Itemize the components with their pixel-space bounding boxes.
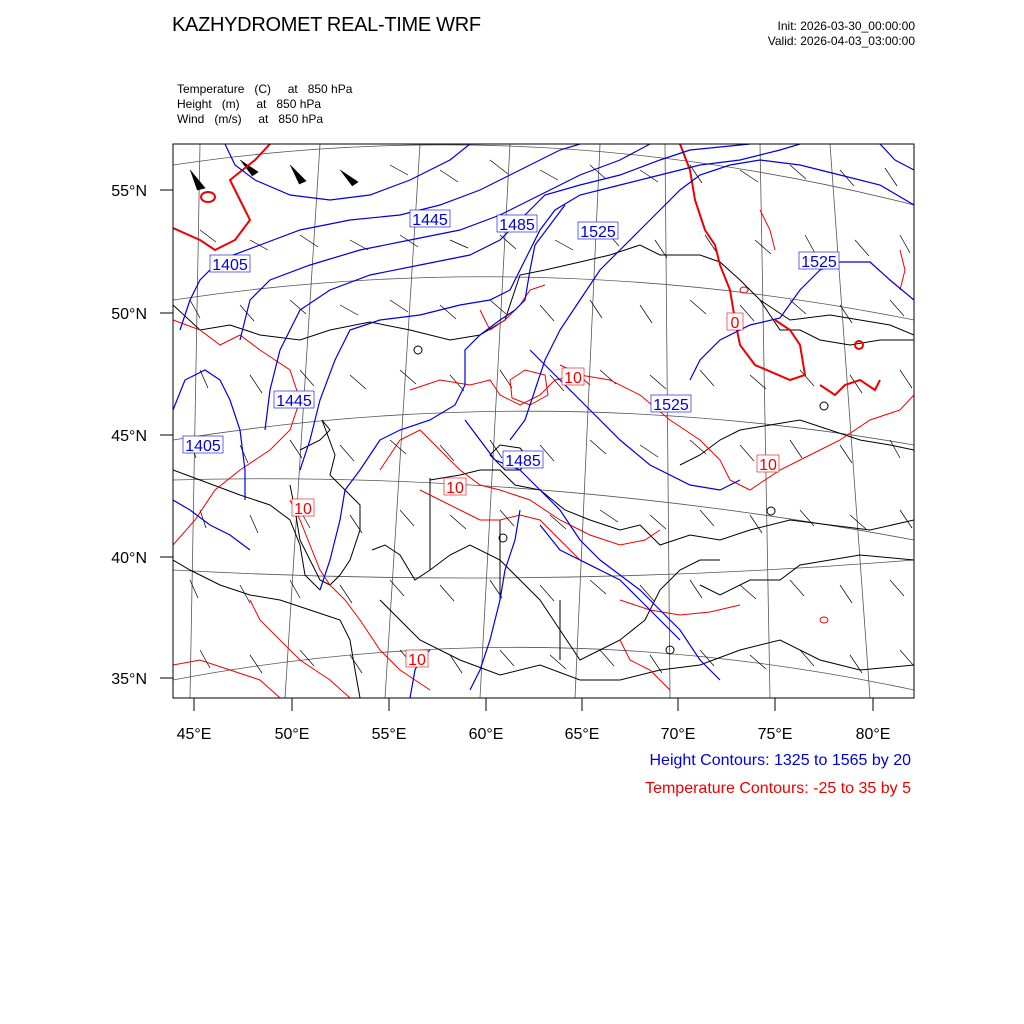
height-label: 1525 [580, 224, 616, 241]
field-temperature: Temperature (C) at 850 hPa [177, 82, 353, 96]
height-label: 1405 [212, 257, 248, 274]
lon-label-55: 55°E [371, 726, 407, 743]
height-label: 1525 [653, 397, 689, 414]
lat-label-35: 35°N [111, 671, 147, 688]
field-wind: Wind (m/s) at 850 hPa [177, 112, 324, 126]
lat-label-40: 40°N [111, 550, 147, 567]
height-label: 1445 [412, 212, 448, 229]
temperature-contour-labels [292, 313, 779, 669]
temperature-label: 10 [759, 457, 777, 474]
height-label: 1485 [499, 217, 535, 234]
latitude-labels [111, 183, 147, 688]
height-contour-labels [183, 210, 839, 470]
valid-time: Valid: 2026-04-03_03:00:00 [767, 34, 915, 48]
lon-label-45: 45°E [176, 726, 212, 743]
lat-label-50: 50°N [111, 306, 147, 323]
field-height: Height (m) at 850 hPa [177, 97, 322, 111]
temperature-label: 10 [408, 652, 426, 669]
height-label: 1525 [801, 254, 837, 271]
wind-barbs [190, 160, 914, 673]
height-label: 1485 [505, 453, 541, 470]
height-label: 1445 [276, 393, 312, 410]
lon-label-75: 75°E [757, 726, 793, 743]
coastlines [173, 245, 914, 698]
height-contour-legend: Height Contours: 1325 to 1565 by 20 [649, 752, 911, 769]
temperature-label: 10 [564, 370, 582, 387]
lon-label-70: 70°E [660, 726, 696, 743]
temperature-label: 10 [294, 501, 312, 518]
height-label: 1405 [185, 438, 221, 455]
temperature-label: 0 [730, 315, 740, 332]
lon-label-60: 60°E [468, 726, 504, 743]
longitude-axis [194, 698, 873, 711]
lat-label-55: 55°N [111, 183, 147, 200]
map-title: KAZHYDROMET REAL-TIME WRF [172, 14, 481, 36]
lon-label-80: 80°E [855, 726, 891, 743]
init-time: Init: 2026-03-30_00:00:00 [777, 19, 915, 33]
temperature-label: 10 [446, 480, 464, 497]
lon-label-65: 65°E [564, 726, 600, 743]
latitude-axis [160, 190, 173, 678]
longitude-labels [177, 726, 891, 743]
temperature-contour-legend: Temperature Contours: -25 to 35 by 5 [645, 780, 911, 797]
lat-label-45: 45°N [111, 428, 147, 445]
lon-label-50: 50°E [274, 726, 310, 743]
